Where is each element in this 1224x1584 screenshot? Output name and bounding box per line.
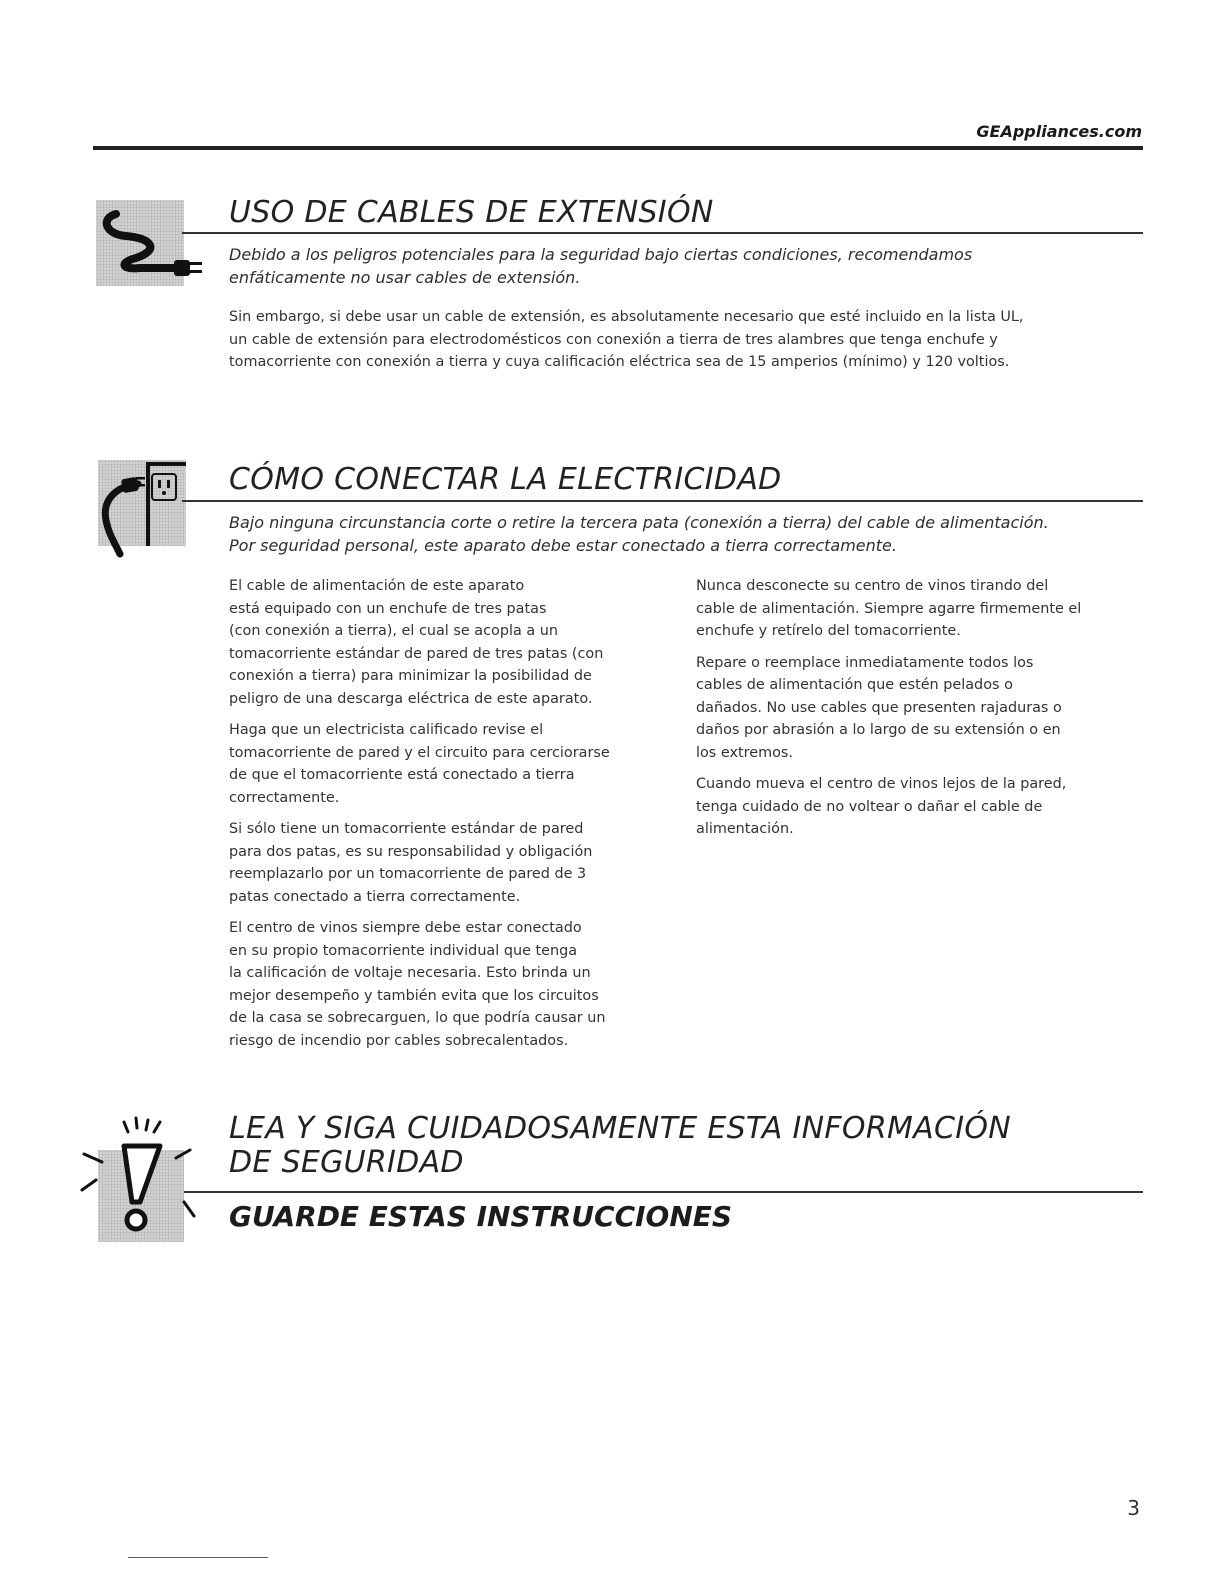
section-heading-extension-cords: USO DE CABLES DE EXTENSIÓN bbox=[229, 195, 714, 230]
extension-cord-warning: Debido a los peligros potenciales para la seguridad bajo ciertas condiciones, recomendamos enfáticamente no usar cables de extensión. bbox=[229, 245, 973, 287]
paragraph: El cable de alimentación de este aparato está equipado con un enchufe de tres patas (con conexión a tierra), el cual se acopla a un tomacorriente estándar de pared de tres patas (con conexión a tierra) para minimizar la posibilidad de peligro de una descarga eléctrica de este aparato. bbox=[229, 578, 604, 707]
site-url: GEAppliances.com bbox=[976, 122, 1142, 141]
footer-rule bbox=[128, 1557, 268, 1558]
extension-cord-icon bbox=[96, 200, 184, 286]
right-column bbox=[696, 575, 1146, 850]
grounding-warning: Bajo ninguna circunstancia corte o retire la tercera pata (conexión a tierra) del cable de alimentación. Por seguridad personal, este aparato debe estar conectado a tierra correctamente. bbox=[229, 513, 1049, 555]
paragraph: Haga que un electricista calificado revise el tomacorriente de pared y el circuito para cerciorarse de que el tomacorriente está conectado a tierra correctamente. bbox=[229, 722, 610, 806]
paragraph: Si sólo tiene un tomacorriente estándar de pared para dos patas, es su responsabilidad y obligación reemplazarlo por un tomacorriente de pared de 3 patas conectado a tierra correctamente. bbox=[229, 821, 593, 905]
paragraph: Cuando mueva el centro de vinos lejos de la pared, tenga cuidado de no voltear o dañar el cable de alimentación. bbox=[696, 776, 1067, 837]
section-heading-connect-electricity: CÓMO CONECTAR LA ELECTRICIDAD bbox=[229, 462, 782, 497]
paragraph: Nunca desconecte su centro de vinos tirando del cable de alimentación. Siempre agarre firmemente el enchufe y retírelo del tomacorriente. bbox=[696, 578, 1082, 639]
paragraph: Repare o reemplace inmediatamente todos los cables de alimentación que estén pelados o dañados. No use cables que presenten rajaduras o daños por abrasión a lo largo de su extensión o en los extremos. bbox=[696, 654, 1062, 761]
safety-heading: LEA Y SIGA CUIDADOSAMENTE ESTA INFORMACIÓN DE SEGURIDAD bbox=[229, 1111, 1012, 1180]
warning-exclamation-icon bbox=[98, 1150, 184, 1242]
section-rule bbox=[182, 500, 1143, 502]
left-column bbox=[229, 575, 679, 1061]
section-rule bbox=[182, 232, 1143, 234]
header-rule bbox=[93, 146, 1143, 150]
page-number: 3 bbox=[1127, 1496, 1140, 1520]
outlet-plug-icon bbox=[98, 460, 186, 546]
save-instructions-heading: GUARDE ESTAS INSTRUCCIONES bbox=[229, 1200, 733, 1233]
section-rule bbox=[184, 1191, 1143, 1193]
extension-cord-requirements: Sin embargo, si debe usar un cable de extensión, es absolutamente necesario que esté incluido en la lista UL, un cable de extensión para electrodomésticos con conexión a tierra de tres alambres que tenga enchufe y tomacorriente con conexión a tierra y cuya calificación eléctrica sea de 15 amperios (mínimo) y 120 voltios. bbox=[229, 309, 1024, 370]
paragraph: El centro de vinos siempre debe estar conectado en su propio tomacorriente individual que tenga la calificación de voltaje necesaria. Esto brinda un mejor desempeño y también evita que los circuitos de la casa se sobrecarguen, lo que podría causar un riesgo de incendio por cables sobrecalentados. bbox=[229, 920, 606, 1049]
